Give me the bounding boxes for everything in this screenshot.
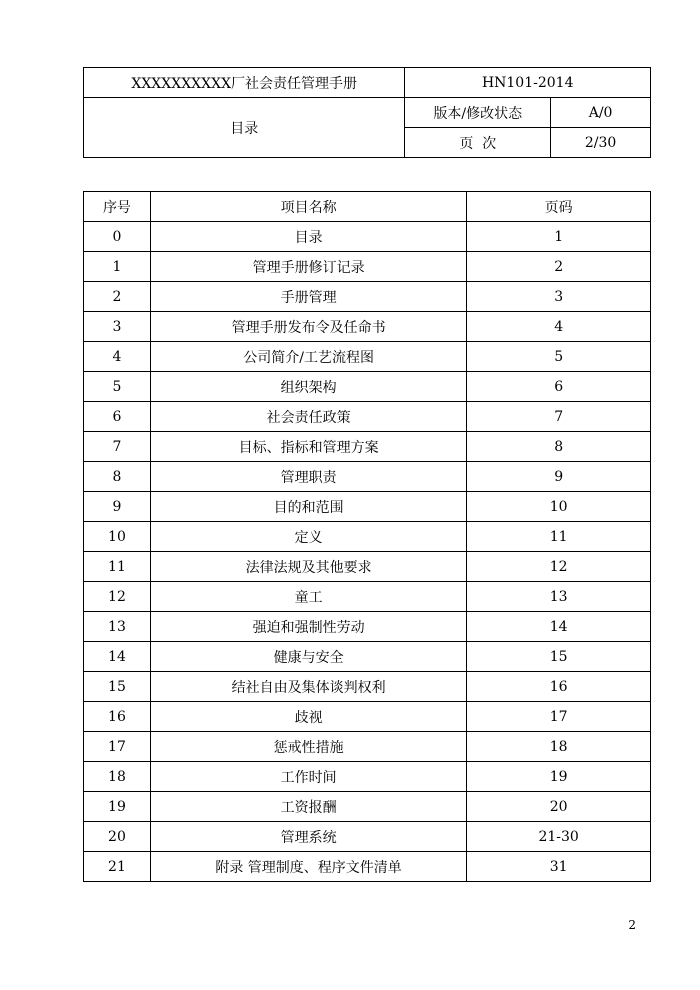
table-row xyxy=(84,852,651,882)
table-row xyxy=(84,552,651,582)
row-number: 3 xyxy=(84,312,151,342)
table-row xyxy=(84,492,651,522)
table-row xyxy=(84,732,651,762)
row-item-name: 强迫和强制性劳动 xyxy=(150,612,466,642)
page-number: 2 xyxy=(628,918,636,932)
row-number: 16 xyxy=(84,702,151,732)
row-item-name: 管理系统 xyxy=(150,822,466,852)
row-number: 11 xyxy=(84,552,151,582)
row-number: 15 xyxy=(84,672,151,702)
toc-header-row xyxy=(84,192,651,222)
row-number: 13 xyxy=(84,612,151,642)
row-number: 4 xyxy=(84,342,151,372)
row-number: 6 xyxy=(84,402,151,432)
row-page: 1 xyxy=(467,222,651,252)
row-item-name: 手册管理 xyxy=(150,282,466,312)
row-item-name: 目录 xyxy=(150,222,466,252)
row-number: 19 xyxy=(84,792,151,822)
row-item-name: 管理职责 xyxy=(150,462,466,492)
row-page: 13 xyxy=(467,582,651,612)
row-number: 18 xyxy=(84,762,151,792)
table-row xyxy=(84,342,651,372)
row-item-name: 社会责任政策 xyxy=(150,402,466,432)
row-item-name: 组织架构 xyxy=(150,372,466,402)
row-page: 15 xyxy=(467,642,651,672)
table-row xyxy=(84,762,651,792)
row-number: 20 xyxy=(84,822,151,852)
row-number: 10 xyxy=(84,522,151,552)
row-page: 18 xyxy=(467,732,651,762)
row-number: 14 xyxy=(84,642,151,672)
table-row xyxy=(84,372,651,402)
row-page: 9 xyxy=(467,462,651,492)
column-header-number: 序号 xyxy=(84,192,151,222)
table-row xyxy=(84,612,651,642)
row-number: 0 xyxy=(84,222,151,252)
row-page: 17 xyxy=(467,702,651,732)
table-row xyxy=(84,252,651,282)
table-row xyxy=(84,642,651,672)
column-header-name: 项目名称 xyxy=(150,192,466,222)
row-page: 14 xyxy=(467,612,651,642)
row-item-name: 附录 管理制度、程序文件清单 xyxy=(150,852,466,882)
version-value: A/0 xyxy=(551,98,651,128)
row-page: 3 xyxy=(467,282,651,312)
row-page: 8 xyxy=(467,432,651,462)
row-number: 2 xyxy=(84,282,151,312)
version-label: 版本/修改状态 xyxy=(405,98,551,128)
table-row xyxy=(84,312,651,342)
row-page: 16 xyxy=(467,672,651,702)
row-page: 6 xyxy=(467,372,651,402)
row-page: 31 xyxy=(467,852,651,882)
row-number: 9 xyxy=(84,492,151,522)
section-title: 目录 xyxy=(84,98,405,158)
row-item-name: 歧视 xyxy=(150,702,466,732)
table-row xyxy=(84,702,651,732)
row-item-name: 工作时间 xyxy=(150,762,466,792)
row-number: 17 xyxy=(84,732,151,762)
table-of-contents xyxy=(83,191,651,882)
row-item-name: 童工 xyxy=(150,582,466,612)
row-page: 19 xyxy=(467,762,651,792)
row-number: 1 xyxy=(84,252,151,282)
table-row xyxy=(84,222,651,252)
row-page: 10 xyxy=(467,492,651,522)
page-label: 页 次 xyxy=(405,128,551,158)
table-row xyxy=(84,282,651,312)
row-item-name: 健康与安全 xyxy=(150,642,466,672)
document-code: HN101-2014 xyxy=(405,68,651,98)
row-number: 7 xyxy=(84,432,151,462)
row-item-name: 管理手册发布令及任命书 xyxy=(150,312,466,342)
table-row xyxy=(84,522,651,552)
row-item-name: 目标、指标和管理方案 xyxy=(150,432,466,462)
row-number: 12 xyxy=(84,582,151,612)
row-item-name: 公司简介/工艺流程图 xyxy=(150,342,466,372)
page-value: 2/30 xyxy=(551,128,651,158)
row-page: 11 xyxy=(467,522,651,552)
row-item-name: 定义 xyxy=(150,522,466,552)
document-header-table xyxy=(83,67,651,158)
row-page: 4 xyxy=(467,312,651,342)
row-number: 5 xyxy=(84,372,151,402)
row-page: 5 xyxy=(467,342,651,372)
row-item-name: 法律法规及其他要求 xyxy=(150,552,466,582)
row-page: 7 xyxy=(467,402,651,432)
row-page: 2 xyxy=(467,252,651,282)
row-number: 21 xyxy=(84,852,151,882)
row-item-name: 结社自由及集体谈判权利 xyxy=(150,672,466,702)
row-item-name: 惩戒性措施 xyxy=(150,732,466,762)
row-number: 8 xyxy=(84,462,151,492)
table-row xyxy=(84,462,651,492)
row-page: 12 xyxy=(467,552,651,582)
table-row xyxy=(84,432,651,462)
row-item-name: 工资报酬 xyxy=(150,792,466,822)
row-item-name: 管理手册修订记录 xyxy=(150,252,466,282)
row-item-name: 目的和范围 xyxy=(150,492,466,522)
manual-title: XXXXXXXXXX厂社会责任管理手册 xyxy=(84,68,405,98)
row-page: 21-30 xyxy=(467,822,651,852)
row-page: 20 xyxy=(467,792,651,822)
table-row xyxy=(84,672,651,702)
table-row xyxy=(84,822,651,852)
table-row xyxy=(84,792,651,822)
table-row xyxy=(84,402,651,432)
column-header-page: 页码 xyxy=(467,192,651,222)
table-row xyxy=(84,582,651,612)
